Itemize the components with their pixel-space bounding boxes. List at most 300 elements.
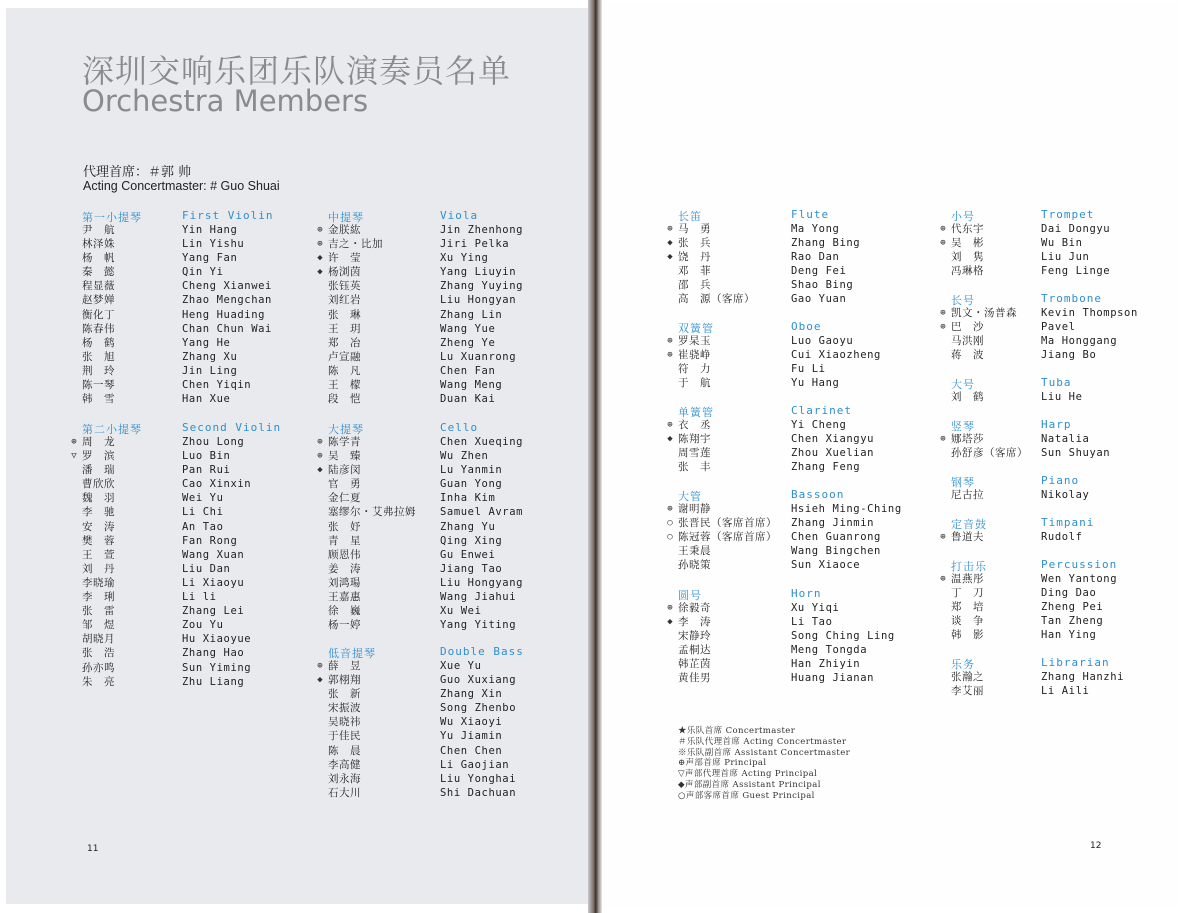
member-name-chinese: 徐毅奇: [678, 602, 711, 614]
member-name-english: Yang Liuyin: [440, 266, 517, 279]
member-name-english: Jiang Bo: [1041, 349, 1097, 362]
member-name-chinese: 尹 航: [82, 224, 115, 236]
member-name-english: Samuel Avram: [440, 506, 524, 519]
member-name-chinese: 张 琳: [328, 308, 361, 321]
member-name-chinese: 张 浩: [82, 647, 115, 660]
member-name-english: Zhou Long: [182, 436, 245, 448]
member-name-english: Yi Cheng: [791, 419, 847, 431]
member-name-english: Yu Jiamin: [440, 730, 503, 743]
member-name-chinese: 陈春伟: [82, 322, 115, 335]
member-name-english: Rao Dan: [791, 251, 840, 264]
section-heading-chinese: 圆号: [678, 589, 702, 602]
section-heading-english: Trombone: [1041, 292, 1102, 305]
member-name-english: Zhang Yuying: [440, 280, 524, 293]
member-name-chinese: 张 兵: [678, 237, 711, 250]
member-name-chinese: 顾恩伟: [328, 548, 361, 561]
member-name-english: Liu Hongyang: [440, 576, 524, 589]
member-name-chinese: 刘鸿瑒: [328, 576, 361, 589]
member-name-chinese: 巴 沙: [951, 321, 984, 334]
member-name-chinese: 青 星: [328, 534, 361, 547]
member-name-english: Zhang Lin: [440, 308, 503, 321]
member-name-chinese: 温燕彤: [951, 573, 984, 585]
member-name-english: Wang Bingchen: [791, 545, 881, 558]
member-name-chinese: 金朕紘: [328, 224, 361, 236]
section-heading-chinese: 双簧管: [678, 322, 714, 335]
member-name-english: Chan Chun Wai: [182, 322, 272, 335]
section-heading-chinese: 乐务: [951, 658, 975, 671]
section-heading-english: Cello: [440, 421, 479, 434]
section-heading-english: First Violin: [182, 209, 274, 222]
member-name-chinese: 潘 瑞: [82, 464, 115, 477]
member-name-chinese: 符 力: [678, 363, 711, 376]
member-name-english: Zhang Xu: [182, 350, 238, 363]
section-heading-chinese: 钢琴: [951, 476, 975, 489]
member-name-chinese: 黄佳男: [678, 672, 711, 685]
principal-mark-icon: ⊕: [940, 322, 946, 333]
member-name-english: Lu Xuanrong: [440, 350, 517, 363]
member-name-english: Song Ching Ling: [791, 630, 895, 643]
member-name-chinese: 李晓瑜: [82, 576, 115, 589]
member-name-english: Duan Kai: [440, 393, 496, 406]
member-name-english: Liu Dan: [182, 562, 231, 575]
member-name-chinese: 薛 昱: [328, 660, 361, 672]
section-heading-chinese: 小号: [951, 210, 975, 223]
member-name-chinese: 陈 晨: [328, 744, 361, 757]
legend-principal: ⊕声部首席 Principal: [678, 758, 767, 769]
legend-guest-principal: ○声部客席首席 Guest Principal: [678, 790, 815, 801]
member-name-chinese: 张 新: [328, 688, 361, 701]
member-name-english: Tan Zheng: [1041, 615, 1104, 628]
principal-mark-icon: ⊕: [667, 224, 673, 234]
guest-principal-mark-icon: ○: [667, 518, 673, 529]
section-heading-english: Piano: [1041, 474, 1080, 487]
section-heading-english: Oboe: [791, 320, 822, 333]
member-name-chinese: 衣 丞: [678, 419, 711, 431]
member-name-english: Li Chi: [182, 506, 224, 519]
member-name-chinese: 陆彦闵: [328, 464, 361, 477]
member-name-chinese: 张钰英: [328, 280, 361, 293]
member-name-chinese: 于 航: [678, 377, 711, 390]
member-name-chinese: 秦 懿: [82, 266, 115, 279]
section-heading-chinese: 单簧管: [678, 406, 714, 419]
member-name-english: Lin Yishu: [182, 238, 245, 251]
member-name-english: Yin Hang: [182, 224, 238, 236]
member-name-chinese: 胡晓月: [82, 633, 115, 646]
member-name-english: Liu He: [1041, 391, 1083, 403]
member-name-chinese: 李艾丽: [951, 685, 984, 698]
legend-acting-principal: ▽声部代理首席 Acting Principal: [678, 769, 818, 780]
member-name-chinese: 李 涛: [678, 616, 711, 629]
member-name-chinese: 凯文・汤普森: [951, 307, 1017, 319]
member-name-chinese: 杨一婷: [328, 619, 361, 632]
member-name-chinese: 张瀚之: [951, 671, 984, 683]
page-number-left: 11: [87, 844, 99, 854]
member-name-chinese: 陈一琴: [82, 379, 115, 392]
member-name-english: Cui Xiaozheng: [791, 349, 881, 362]
section-heading-english: Flute: [791, 208, 830, 221]
member-name-chinese: 杨 帆: [82, 252, 115, 265]
symbol-legend: [678, 726, 850, 802]
member-name-english: Wang Xuan: [182, 548, 245, 561]
member-name-chinese: 陈 凡: [328, 364, 361, 377]
member-name-english: Yang He: [182, 336, 231, 349]
assistant-principal-mark-icon: ◆: [317, 465, 323, 476]
member-name-english: Fu Li: [791, 363, 826, 376]
member-name-english: Qing Xing: [440, 534, 503, 547]
member-name-english: Wang Meng: [440, 379, 503, 392]
member-name-chinese: 尼古拉: [951, 489, 984, 501]
member-name-chinese: 塞缪尔・艾弗拉姆: [328, 506, 416, 519]
member-name-english: Chen Xiangyu: [791, 433, 875, 446]
member-name-english: Guan Yong: [440, 478, 503, 491]
member-name-english: Hsieh Ming-Ching: [791, 503, 902, 515]
member-name-english: Li Gaojian: [440, 758, 510, 771]
member-name-english: Zhao Mengchan: [182, 294, 272, 307]
member-name-chinese: 罗 滨: [82, 450, 115, 463]
member-name-chinese: 衡化丁: [82, 308, 115, 321]
assistant-principal-mark-icon: ◆: [317, 675, 323, 686]
member-name-english: Yu Hang: [791, 377, 840, 390]
member-name-english: Song Zhenbo: [440, 702, 517, 715]
member-name-english: Zhang Hanzhi: [1041, 671, 1125, 683]
section-heading-chinese: 大号: [951, 378, 975, 391]
member-name-english: Chen Yiqin: [182, 379, 252, 392]
member-name-chinese: 宋静玲: [678, 630, 711, 643]
member-name-english: Pan Rui: [182, 464, 231, 477]
member-name-chinese: 鲁道夫: [951, 531, 984, 543]
section-heading-chinese: 长号: [951, 294, 975, 307]
member-name-english: Yang Yiting: [440, 619, 517, 632]
assistant-principal-mark-icon: ◆: [317, 253, 323, 264]
member-name-english: Fan Rong: [182, 534, 238, 547]
member-name-english: Xu Ying: [440, 252, 489, 265]
member-name-english: Yang Fan: [182, 252, 238, 265]
member-name-english: Rudolf: [1041, 531, 1083, 543]
member-name-chinese: 荆 玲: [82, 364, 115, 377]
principal-mark-icon: ⊕: [317, 225, 323, 235]
member-name-chinese: 韩芷茵: [678, 658, 711, 671]
section-heading-chinese: 大管: [678, 490, 702, 503]
member-name-chinese: 张 旭: [82, 350, 115, 363]
member-name-english: Hu Xiaoyue: [182, 633, 252, 646]
member-name-english: Qin Yi: [182, 266, 224, 279]
principal-mark-icon: ⊕: [940, 238, 946, 249]
member-name-english: Li Aili: [1041, 685, 1090, 698]
page-title-english: Orchestra Members: [82, 84, 369, 118]
member-name-chinese: 吴晓祎: [328, 716, 361, 729]
member-name-chinese: 代东宇: [951, 223, 984, 235]
member-name-chinese: 卢宣融: [328, 350, 361, 363]
principal-mark-icon: ⊕: [667, 603, 673, 613]
member-name-chinese: 姜 涛: [328, 562, 361, 575]
assistant-principal-mark-icon: ◆: [667, 238, 673, 249]
member-name-english: Deng Fei: [791, 265, 847, 278]
member-name-english: Ding Dao: [1041, 587, 1097, 600]
member-name-english: Heng Huading: [182, 308, 266, 321]
member-name-english: Jin Zhenhong: [440, 224, 524, 236]
member-name-chinese: 刘 隽: [951, 251, 984, 264]
principal-mark-icon: ⊕: [71, 437, 77, 447]
member-name-english: Pavel: [1041, 321, 1076, 334]
section-heading-english: Double Bass: [440, 645, 524, 658]
member-name-chinese: 李 琍: [82, 591, 115, 604]
member-name-chinese: 王秉晨: [678, 545, 711, 558]
member-name-chinese: 周雪莲: [678, 447, 711, 460]
member-name-chinese: 吉之・比加: [328, 238, 383, 251]
book-gutter: [588, 0, 602, 913]
section-heading-chinese: 长笛: [678, 210, 702, 223]
member-name-chinese: 张 雷: [82, 605, 115, 618]
member-name-english: Sun Xiaoce: [791, 559, 861, 572]
member-name-chinese: 谢明静: [678, 503, 711, 515]
member-name-chinese: 杨浏茵: [328, 266, 361, 279]
member-name-english: Meng Tongda: [791, 644, 868, 657]
principal-mark-icon: ⊕: [940, 532, 946, 542]
member-name-chinese: 韩 雪: [82, 393, 115, 406]
member-name-chinese: 吴 彬: [951, 237, 984, 250]
member-name-english: Han Zhiyin: [791, 658, 861, 671]
page-title-chinese: 深圳交响乐团乐队演奏员名单: [82, 52, 512, 90]
member-name-english: Zhang Lei: [182, 605, 245, 618]
member-name-english: Liu Yonghai: [440, 772, 517, 785]
principal-mark-icon: ⊕: [940, 574, 946, 584]
member-name-chinese: 饶 丹: [678, 251, 711, 264]
principal-mark-icon: ⊕: [940, 308, 946, 318]
member-name-chinese: 李 驰: [82, 506, 115, 519]
member-name-chinese: 刘永海: [328, 772, 361, 785]
member-name-english: Wu Bin: [1041, 237, 1083, 250]
member-name-english: Feng Linge: [1041, 265, 1111, 278]
member-name-english: Cheng Xianwei: [182, 280, 272, 293]
member-name-english: Ma Yong: [791, 223, 840, 235]
member-name-chinese: 林泽姝: [82, 238, 115, 251]
member-name-chinese: 孟桐达: [678, 644, 711, 657]
member-name-chinese: 周 龙: [82, 436, 115, 448]
member-name-english: Zhang Bing: [791, 237, 861, 250]
section-heading-english: Harp: [1041, 418, 1072, 431]
member-name-english: Sun Yiming: [182, 661, 252, 674]
member-name-chinese: 魏 羽: [82, 492, 115, 505]
member-name-chinese: 王 玥: [328, 322, 361, 335]
principal-mark-icon: ⊕: [317, 437, 323, 447]
legend-assistant-concertmaster: ※乐队副首席 Assistant Concertmaster: [678, 747, 851, 758]
member-name-english: Zhang Jinmin: [791, 517, 875, 530]
member-name-chinese: 刘红岩: [328, 294, 361, 307]
principal-mark-icon: ⊕: [317, 661, 323, 671]
member-name-english: Wei Yu: [182, 492, 224, 505]
member-name-english: Luo Bin: [182, 450, 231, 463]
member-name-english: Zou Yu: [182, 619, 224, 632]
principal-mark-icon: ⊕: [667, 350, 673, 361]
section-heading-english: Trompet: [1041, 208, 1095, 221]
member-name-english: Zhang Feng: [791, 461, 861, 474]
member-name-chinese: 冯琳格: [951, 265, 984, 278]
member-name-english: Liu Hongyan: [440, 294, 517, 307]
member-name-english: Chen Guanrong: [791, 531, 881, 544]
principal-mark-icon: ⊕: [317, 451, 323, 462]
member-name-english: Wang Jiahui: [440, 591, 517, 604]
principal-mark-icon: ⊕: [317, 239, 323, 250]
member-name-chinese: 石大川: [328, 786, 361, 799]
member-name-chinese: 孙亦鸣: [82, 661, 115, 674]
member-name-english: Dai Dongyu: [1041, 223, 1111, 235]
member-name-english: Ma Honggang: [1041, 335, 1118, 348]
member-name-chinese: 张 丰: [678, 461, 711, 474]
principal-mark-icon: ⊕: [940, 434, 946, 444]
member-name-english: Wu Xiaoyi: [440, 716, 503, 729]
member-name-english: Huang Jianan: [791, 672, 875, 685]
member-name-english: Li Xiaoyu: [182, 576, 245, 589]
member-name-english: Shao Bing: [791, 279, 854, 292]
member-name-chinese: 邵 兵: [678, 279, 711, 292]
member-name-chinese: 宋振波: [328, 702, 361, 715]
member-name-english: Zheng Ye: [440, 336, 496, 349]
member-name-chinese: 吴 臻: [328, 450, 361, 463]
member-name-english: Li Tao: [791, 616, 833, 629]
member-name-chinese: 马 勇: [678, 223, 711, 235]
section-heading-english: Tuba: [1041, 376, 1072, 389]
member-name-english: Chen Chen: [440, 744, 503, 757]
member-name-english: Xue Yu: [440, 660, 482, 672]
member-name-chinese: 徐 巍: [328, 605, 361, 618]
member-name-chinese: 蒋 波: [951, 349, 984, 362]
member-name-chinese: 崔骁峥: [678, 349, 711, 362]
member-name-chinese: 丁 刀: [951, 587, 984, 600]
member-name-chinese: 曹欣欣: [82, 478, 115, 491]
member-name-chinese: 郭栩翔: [328, 674, 361, 687]
member-name-chinese: 邹 煜: [82, 619, 115, 632]
member-name-chinese: 张 妤: [328, 520, 361, 533]
member-name-english: Cao Xinxin: [182, 478, 252, 491]
legend-assistant-principal: ◆声部副首席 Assistant Principal: [678, 779, 821, 790]
member-name-chinese: 谈 争: [951, 615, 984, 628]
acting-concertmaster-chinese: 代理首席：＃郭 帅: [83, 165, 192, 180]
member-name-english: An Tao: [182, 520, 224, 533]
principal-mark-icon: ⊕: [667, 420, 673, 430]
member-name-english: Xu Yiqi: [791, 602, 840, 614]
member-name-chinese: 郑 冶: [328, 336, 361, 349]
member-name-english: Wen Yantong: [1041, 573, 1118, 585]
member-name-english: Zhou Xuelian: [791, 447, 875, 460]
member-name-chinese: 杨 鹤: [82, 336, 115, 349]
member-name-english: Liu Jun: [1041, 251, 1090, 264]
member-name-chinese: 马洪刚: [951, 335, 984, 348]
member-name-english: Inha Kim: [440, 492, 496, 505]
member-name-english: Jiang Tao: [440, 562, 503, 575]
member-name-english: Nikolay: [1041, 489, 1090, 501]
member-name-english: Han Xue: [182, 393, 231, 406]
member-name-english: Sun Shuyan: [1041, 447, 1111, 460]
member-name-chinese: 樊 蓉: [82, 534, 115, 547]
member-name-chinese: 刘 丹: [82, 562, 115, 575]
member-name-chinese: 陈冠蓉（客席首席）: [678, 531, 777, 544]
member-name-chinese: 于佳民: [328, 730, 361, 743]
section-heading-english: Viola: [440, 209, 479, 222]
section-heading-chinese: 定音鼓: [951, 518, 987, 531]
section-heading-english: Second Violin: [182, 421, 282, 434]
section-heading-chinese: 第一小提琴: [82, 211, 142, 224]
member-name-english: Shi Dachuan: [440, 786, 517, 799]
member-name-english: Wang Yue: [440, 322, 496, 335]
assistant-principal-mark-icon: ◆: [667, 617, 673, 628]
page-number-right: 12: [1090, 841, 1102, 851]
principal-mark-icon: ⊕: [940, 224, 946, 234]
member-name-chinese: 李高健: [328, 758, 361, 771]
member-name-english: Zhu Liang: [182, 675, 245, 688]
member-name-english: Gao Yuan: [791, 293, 847, 306]
section-heading-english: Percussion: [1041, 558, 1118, 571]
member-name-chinese: 张晋民（客席首席）: [678, 517, 777, 530]
section-heading-chinese: 大提琴: [328, 423, 364, 436]
member-name-chinese: 许 莹: [328, 252, 361, 265]
member-name-chinese: 孙晓策: [678, 559, 711, 572]
member-name-chinese: 程显薇: [82, 280, 115, 293]
member-name-chinese: 金仁夏: [328, 492, 361, 505]
section-heading-chinese: 低音提琴: [328, 647, 376, 660]
member-name-chinese: 陈学青: [328, 436, 361, 448]
member-name-english: Jiri Pelka: [440, 238, 510, 251]
member-name-english: Wu Zhen: [440, 450, 489, 463]
member-name-chinese: 娜塔莎: [951, 433, 984, 445]
member-name-english: Zhang Xin: [440, 688, 503, 701]
guest-principal-mark-icon: ○: [667, 532, 673, 543]
member-name-english: Natalia: [1041, 433, 1090, 445]
member-name-english: Lu Yanmin: [440, 464, 503, 477]
acting-principal-mark-icon: ▽: [71, 451, 77, 462]
member-name-english: Li li: [182, 591, 217, 604]
member-name-chinese: 刘 鹤: [951, 391, 984, 403]
member-name-chinese: 孙舒彦（客席）: [951, 447, 1028, 460]
member-name-english: Gu Enwei: [440, 548, 496, 561]
member-name-chinese: 安 涛: [82, 520, 115, 533]
member-name-chinese: 邓 菲: [678, 265, 711, 278]
member-name-chinese: 高 源（客席）: [678, 293, 755, 306]
principal-mark-icon: ⊕: [667, 336, 673, 346]
acting-concertmaster-english: Acting Concertmaster: # Guo Shuai: [83, 179, 280, 193]
assistant-principal-mark-icon: ◆: [667, 252, 673, 263]
member-name-chinese: 王嘉惠: [328, 591, 361, 604]
member-name-english: Xu Wei: [440, 605, 482, 618]
section-heading-chinese: 第二小提琴: [82, 423, 142, 436]
legend-concertmaster: ★乐队首席 Concertmaster: [678, 726, 796, 736]
section-heading-english: Bassoon: [791, 488, 845, 501]
member-name-chinese: 罗杲玉: [678, 335, 711, 347]
member-name-english: Jin Ling: [182, 364, 238, 377]
section-heading-english: Timpani: [1041, 516, 1095, 529]
member-name-english: Chen Fan: [440, 364, 496, 377]
member-name-chinese: 官 勇: [328, 478, 361, 491]
member-name-chinese: 王 檬: [328, 379, 361, 392]
member-name-english: Zhang Yu: [440, 520, 496, 533]
member-name-english: Zheng Pei: [1041, 601, 1104, 614]
section-heading-chinese: 竖琴: [951, 420, 975, 433]
section-heading-english: Librarian: [1041, 656, 1110, 669]
member-name-english: Kevin Thompson: [1041, 307, 1138, 319]
member-name-chinese: 段 恺: [328, 393, 361, 406]
member-name-chinese: 赵梦婵: [82, 294, 115, 307]
member-name-chinese: 韩 影: [951, 629, 984, 642]
assistant-principal-mark-icon: ◆: [667, 434, 673, 445]
member-name-english: Guo Xuxiang: [440, 674, 517, 687]
member-name-english: Luo Gaoyu: [791, 335, 854, 347]
legend-acting-concertmaster: ＃乐队代理首席 Acting Concertmaster: [678, 736, 847, 747]
principal-mark-icon: ⊕: [667, 504, 673, 514]
section-heading-chinese: 中提琴: [328, 211, 364, 224]
section-heading-english: Clarinet: [791, 404, 852, 417]
member-name-chinese: 陈翔宇: [678, 433, 711, 446]
section-heading-english: Horn: [791, 587, 822, 600]
member-name-english: Han Ying: [1041, 629, 1097, 642]
